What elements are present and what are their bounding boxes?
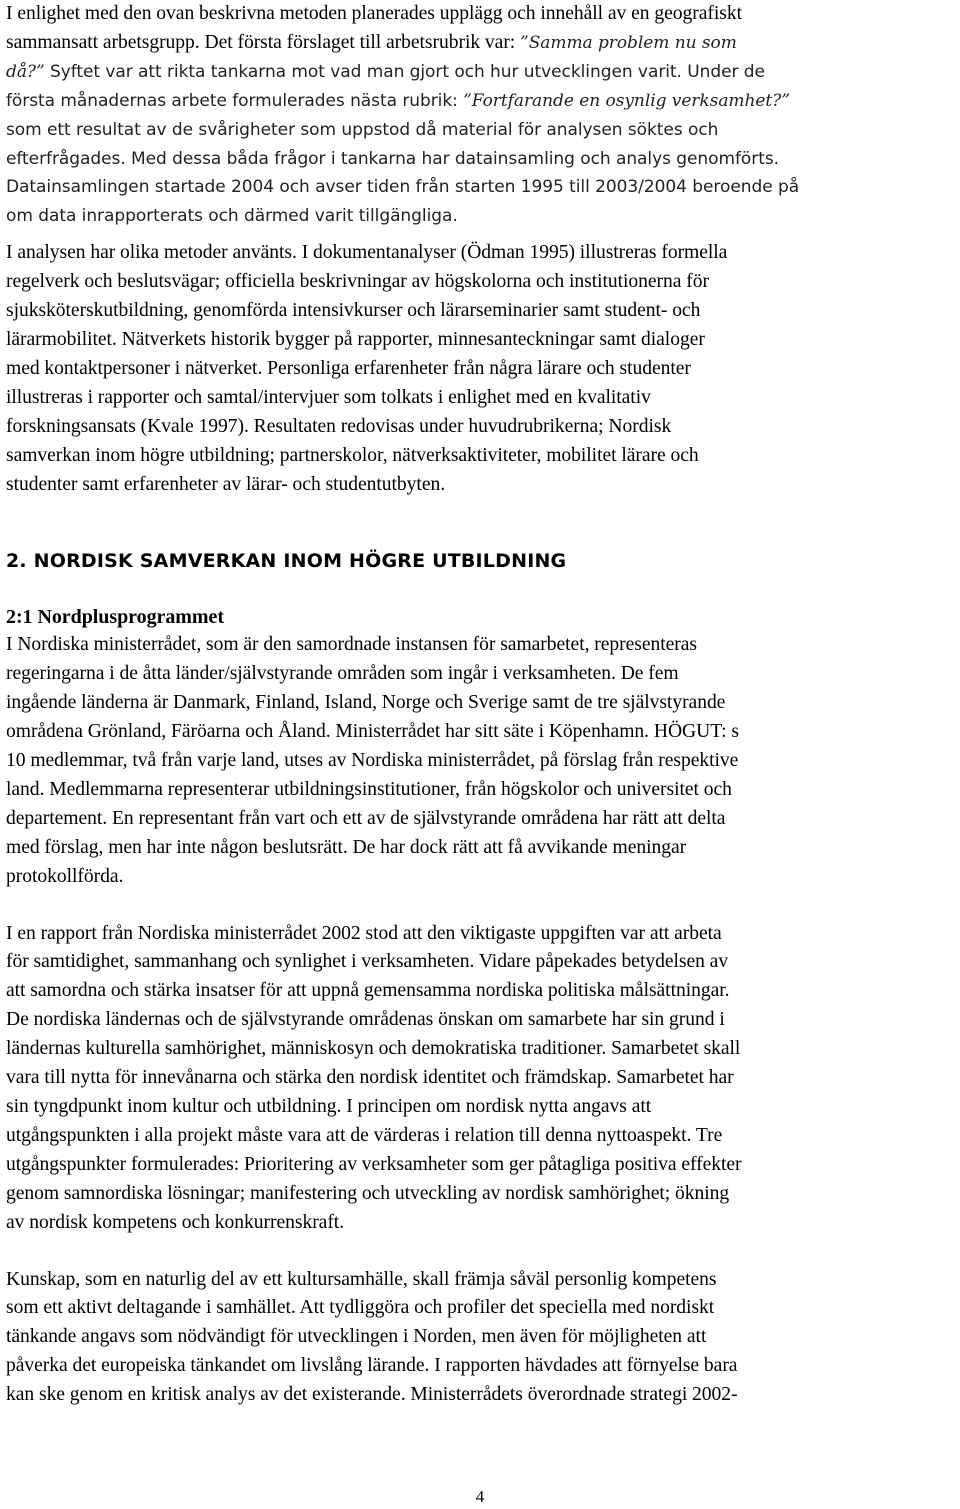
text-line: med förslag, men har inte någon beslutsrätt. De har dock rätt att få avvikande meningar (6, 836, 687, 858)
text-line: illustreras i rapporter och samtal/intervjuer som tolkats i enlighet med en kvalitativ (6, 386, 651, 408)
text-line: land. Medlemmarna representerar utbildningsinstitutioner, från högskolor och universitet och (6, 778, 732, 800)
text-line: sammansatt arbetsgrupp. Det första förslaget till arbetsrubrik var: ”Samma problem nu som (6, 31, 737, 53)
text-line: ingående länderna är Danmark, Finland, Island, Norge och Sverige samt de tre självstyrande (6, 692, 726, 714)
text-line: regelverk och beslutsvägar; officiella beskrivningar av högskolorna och institutionerna för (6, 271, 709, 293)
knowledge-paragraph (6, 1266, 956, 1411)
text-line: genom samnordiska lösningar; manifestering och utveckling av nordisk samhörighet; ökning (6, 1182, 730, 1204)
text-line: forskningsansats (Kvale 1997). Resultaten redovisas under huvudrubrikerna; Nordisk (6, 415, 672, 437)
text-line: 10 medlemmar, två från varje land, utses av Nordiska ministerrådet, på förslag från respektive (6, 750, 739, 772)
methods-paragraph (6, 239, 956, 499)
text-line: av nordisk kompetens och konkurrenskraft. (6, 1211, 345, 1233)
text-line: I analysen har olika metoder använts. I dokumentanalyser (Ödman 1995) illustreras formella (6, 242, 728, 264)
subsection-heading: 2:1 Nordplusprogrammet (6, 606, 224, 629)
italic-title: ”Fortfarande en osynlig verksamhet?” (463, 90, 790, 111)
text-line: kan ske genom en kritisk analys av det existerande. Ministerrådets överordnade strategi 2002- (6, 1384, 738, 1406)
text-line: sin tyngdpunkt inom kultur och utbildning. I principen om nordisk nytta angavs att (6, 1096, 652, 1117)
text-line: samverkan inom högre utbildning; partnerskolor, nätverksaktiviteter, mobilitet lärare och (6, 444, 699, 466)
text-line: efterfrågades. Med dessa båda frågor i tankarna har datainsamling och analys genomförts. (6, 148, 780, 169)
text-line: då?” Syftet var att rikta tankarna mot vad man gjort och hur utvecklingen varit. Under de (6, 61, 765, 82)
page-number: 4 (475, 1487, 485, 1506)
text-line: tänkande angavs som nödvändigt för utvecklingen i Norden, men även för möjligheten att (6, 1326, 707, 1348)
italic-title: då?” (6, 61, 45, 82)
section-heading: 2. NORDISK SAMVERKAN INOM HÖGRE UTBILDNING (6, 550, 567, 573)
text-line: Kunskap, som en naturlig del av ett kultursamhälle, skall främja såväl personlig kompetens (6, 1268, 717, 1290)
text-line: studenter samt erfarenheter av lärar- och studentutbyten. (6, 473, 446, 495)
text-line: att samordna och stärka insatser för att uppnå gemensamma nordiska politiska målsättningar. (6, 980, 730, 1002)
text-line: regeringarna i de åtta länder/självstyrande områden som ingår i verksamheten. De fem (6, 663, 679, 685)
text-line: områdena Grönland, Färöarna och Åland. Ministerrådet har sitt säte i Köpenhamn. HÖGUT: s (6, 721, 739, 743)
text-line: departement. En representant från vart och ett av de självstyrande områdena har rätt att delta (6, 807, 726, 829)
italic-title: ”Samma problem nu som (520, 32, 737, 53)
text-line: ländernas kulturella samhörighet, människosyn och demokratiska traditioner. Samarbetet skall (6, 1038, 741, 1060)
text-line: vara till nytta för innevånarna och stärka den nordisk identitet och främdskap. Samarbetet har (6, 1067, 734, 1089)
document-page (6, 0, 956, 1410)
intro-paragraph (6, 0, 956, 231)
text-line: sjuksköterskutbildning, genomförda intensivkurser och lärarseminarier samt student- och (6, 300, 701, 322)
text-line: utgångspunkten i alla projekt måste vara att de värderas i relation till denna nyttoaspekt. Tre (6, 1124, 723, 1146)
text-line: I Nordiska ministerrådet, som är den samordnade instansen för samarbetet, representeras (6, 634, 697, 656)
text-line: som ett resultat av de svårigheter som uppstod då material för analysen söktes och (6, 119, 719, 140)
text-line: De nordiska ländernas och de självstyrande områdenas önskan om samarbete har sin grund i (6, 1009, 725, 1031)
text-line: med kontaktpersoner i nätverket. Personliga erfarenheter från några lärare och studenter (6, 357, 691, 379)
nordplus-paragraph (6, 631, 956, 891)
text-line: första månadernas arbete formulerades nästa rubrik: ”Fortfarande en osynlig verksamhet?” (6, 90, 790, 111)
text-line: Datainsamlingen startade 2004 och avser tiden från starten 1995 till 2003/2004 beroende på (6, 177, 800, 198)
text-line: utgångspunkter formulerades: Prioritering av verksamheter som ger påtagliga positiva effekter (6, 1153, 742, 1175)
text-line: påverka det europeiska tänkandet om livslång lärande. I rapporten hävdades att förnyelse bara (6, 1355, 738, 1377)
text-line: för samtidighet, sammanhang och synlighet i verksamheten. Vidare påpekades betydelsen av (6, 951, 729, 973)
text-line: lärarmobilitet. Nätverkets historik bygger på rapporter, minnesanteckningar samt dialoger (6, 328, 705, 350)
report-paragraph (6, 920, 956, 1238)
text-line: I enlighet med den ovan beskrivna metoden planerades upplägg och innehåll av en geografiskt (6, 3, 742, 24)
text-line: I en rapport från Nordiska ministerrådet 2002 stod att den viktigaste uppgiften var att arbeta (6, 922, 722, 944)
text-line: som ett aktivt deltagande i samhället. Att tydliggöra och profiler det speciella med nordiskt (6, 1297, 715, 1319)
text-line: om data inrapporterats och därmed varit tillgängliga. (6, 206, 458, 227)
text-line: protokollförda. (6, 865, 124, 887)
